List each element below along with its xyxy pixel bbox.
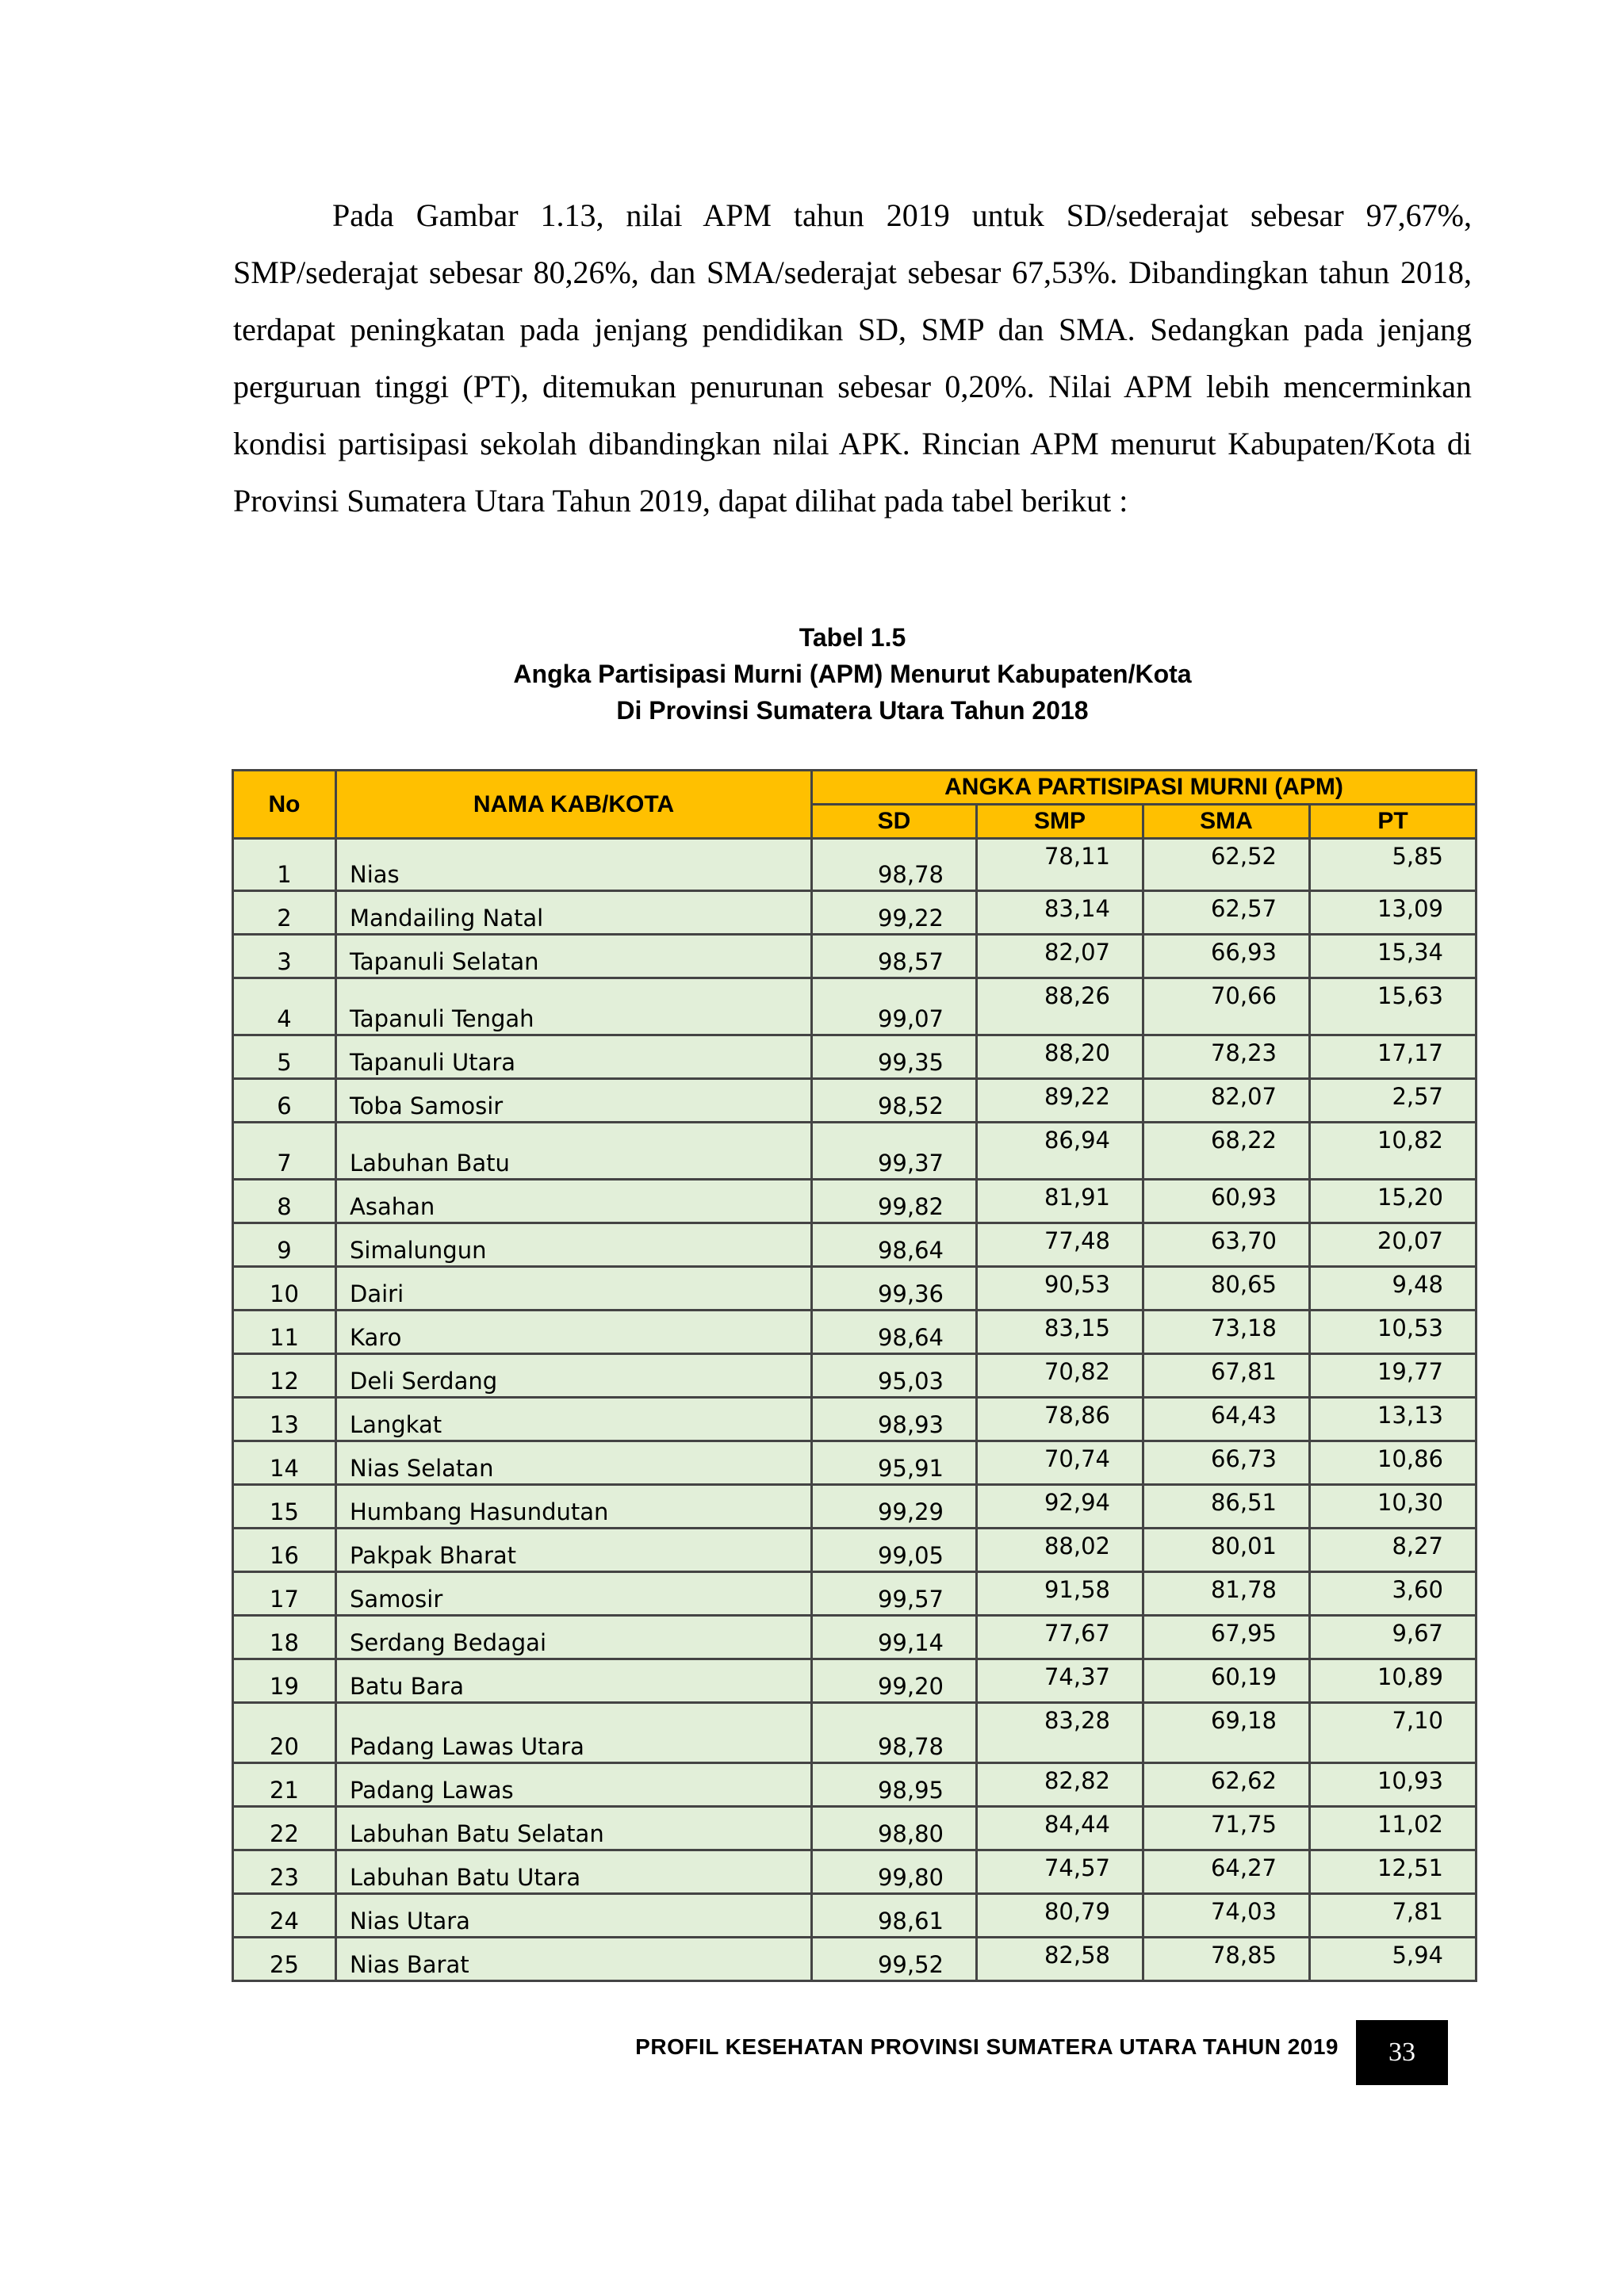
row-name: Labuhan Batu Utara: [336, 1850, 812, 1894]
row-smp: 92,94: [977, 1485, 1143, 1529]
row-smp: 78,86: [977, 1398, 1143, 1441]
row-no: 13: [233, 1398, 336, 1441]
row-name: Mandailing Natal: [336, 891, 812, 935]
row-sd: 98,61: [812, 1894, 977, 1938]
row-sd: 98,95: [812, 1763, 977, 1807]
row-sd: 99,35: [812, 1035, 977, 1079]
row-sma: 60,93: [1143, 1180, 1310, 1223]
row-no: 18: [233, 1616, 336, 1659]
row-name: Toba Samosir: [336, 1079, 812, 1123]
row-sd: 98,57: [812, 935, 977, 978]
row-smp: 74,57: [977, 1850, 1143, 1894]
row-name: Batu Bara: [336, 1659, 812, 1703]
row-name: Nias Utara: [336, 1894, 812, 1938]
row-sma: 63,70: [1143, 1223, 1310, 1267]
row-sd: 99,05: [812, 1529, 977, 1572]
row-no: 6: [233, 1079, 336, 1123]
row-sma: 86,51: [1143, 1485, 1310, 1529]
row-pt: 20,07: [1310, 1223, 1477, 1267]
row-smp: 80,79: [977, 1894, 1143, 1938]
apm-table: [232, 769, 1477, 1982]
header-name: NAMA KAB/KOTA: [336, 771, 812, 839]
row-no: 4: [233, 978, 336, 1035]
table-row: [233, 1123, 1477, 1180]
row-sd: 98,80: [812, 1807, 977, 1850]
row-pt: 10,53: [1310, 1311, 1477, 1354]
row-name: Samosir: [336, 1572, 812, 1616]
row-smp: 81,91: [977, 1180, 1143, 1223]
row-pt: 5,94: [1310, 1938, 1477, 1981]
row-pt: 7,81: [1310, 1894, 1477, 1938]
body-paragraph: Pada Gambar 1.13, nilai APM tahun 2019 untuk SD/sederajat sebesar 97,67%, SMP/sederajat sebesar 80,26%, dan SMA/sederajat sebesar 67,53%. Dibandingkan tahun 2018, terdapat peningkatan pada jenjang pendidikan SD, SMP dan SMA. Sedangkan pada jenjang perguruan tinggi (PT), ditemukan penurunan sebesar 0,20%. Nilai APM lebih mencerminkan kondisi partisipasi sekolah dibandingkan nilai APK. Rincian APM menurut Kabupaten/Kota di Provinsi Sumatera Utara Tahun 2019, dapat dilihat pada tabel berikut :: [233, 197, 1472, 519]
table-row: [233, 1311, 1477, 1354]
row-sd: 98,64: [812, 1223, 977, 1267]
row-sd: 99,52: [812, 1938, 977, 1981]
row-pt: 10,93: [1310, 1763, 1477, 1807]
row-pt: 13,13: [1310, 1398, 1477, 1441]
row-no: 1: [233, 839, 336, 891]
row-no: 7: [233, 1123, 336, 1180]
header-sd: SD: [812, 805, 977, 839]
table-row: [233, 978, 1477, 1035]
table-row: [233, 1180, 1477, 1223]
row-no: 15: [233, 1485, 336, 1529]
table-row: [233, 1529, 1477, 1572]
row-sd: 99,22: [812, 891, 977, 935]
table-row: [233, 1616, 1477, 1659]
page-number: 33: [1356, 2020, 1448, 2085]
row-sd: 99,36: [812, 1267, 977, 1311]
row-pt: 7,10: [1310, 1703, 1477, 1763]
table-row: [233, 1572, 1477, 1616]
row-name: Nias Selatan: [336, 1441, 812, 1485]
row-pt: 2,57: [1310, 1079, 1477, 1123]
table-row: [233, 1763, 1477, 1807]
table-row: [233, 1807, 1477, 1850]
row-pt: 11,02: [1310, 1807, 1477, 1850]
header-smp: SMP: [977, 805, 1143, 839]
row-sd: 98,78: [812, 1703, 977, 1763]
row-pt: 10,82: [1310, 1123, 1477, 1180]
row-smp: 83,28: [977, 1703, 1143, 1763]
row-name: Karo: [336, 1311, 812, 1354]
row-smp: 82,07: [977, 935, 1143, 978]
row-pt: 12,51: [1310, 1850, 1477, 1894]
row-sma: 62,52: [1143, 839, 1310, 891]
table-row: [233, 1398, 1477, 1441]
row-sd: 98,52: [812, 1079, 977, 1123]
row-smp: 91,58: [977, 1572, 1143, 1616]
row-smp: 90,53: [977, 1267, 1143, 1311]
row-no: 20: [233, 1703, 336, 1763]
row-no: 25: [233, 1938, 336, 1981]
row-smp: 84,44: [977, 1807, 1143, 1850]
row-no: 5: [233, 1035, 336, 1079]
table-row: [233, 1441, 1477, 1485]
row-name: Humbang Hasundutan: [336, 1485, 812, 1529]
row-name: Nias Barat: [336, 1938, 812, 1981]
row-pt: 15,20: [1310, 1180, 1477, 1223]
row-pt: 9,67: [1310, 1616, 1477, 1659]
row-no: 23: [233, 1850, 336, 1894]
row-pt: 17,17: [1310, 1035, 1477, 1079]
row-pt: 15,63: [1310, 978, 1477, 1035]
row-sma: 68,22: [1143, 1123, 1310, 1180]
row-no: 21: [233, 1763, 336, 1807]
row-name: Simalungun: [336, 1223, 812, 1267]
row-no: 19: [233, 1659, 336, 1703]
row-no: 24: [233, 1894, 336, 1938]
row-pt: 3,60: [1310, 1572, 1477, 1616]
table-row: [233, 935, 1477, 978]
table-row: [233, 1850, 1477, 1894]
row-sd: 99,37: [812, 1123, 977, 1180]
row-smp: 88,26: [977, 978, 1143, 1035]
table-row: [233, 1223, 1477, 1267]
row-sd: 99,20: [812, 1659, 977, 1703]
row-sma: 67,95: [1143, 1616, 1310, 1659]
row-sma: 70,66: [1143, 978, 1310, 1035]
row-smp: 83,15: [977, 1311, 1143, 1354]
row-no: 22: [233, 1807, 336, 1850]
row-sd: 98,78: [812, 839, 977, 891]
row-sd: 99,80: [812, 1850, 977, 1894]
row-name: Deli Serdang: [336, 1354, 812, 1398]
row-name: Asahan: [336, 1180, 812, 1223]
row-sma: 78,85: [1143, 1938, 1310, 1981]
table-row: [233, 1079, 1477, 1123]
row-no: 17: [233, 1572, 336, 1616]
row-sma: 67,81: [1143, 1354, 1310, 1398]
row-name: Tapanuli Tengah: [336, 978, 812, 1035]
row-sma: 82,07: [1143, 1079, 1310, 1123]
row-smp: 82,82: [977, 1763, 1143, 1807]
table-title-line1: Angka Partisipasi Murni (APM) Menurut Kabupaten/Kota: [513, 660, 1192, 688]
table-row: [233, 1659, 1477, 1703]
row-sd: 99,57: [812, 1572, 977, 1616]
row-sma: 81,78: [1143, 1572, 1310, 1616]
row-pt: 5,85: [1310, 839, 1477, 891]
row-pt: 19,77: [1310, 1354, 1477, 1398]
row-smp: 88,02: [977, 1529, 1143, 1572]
table-row: [233, 1485, 1477, 1529]
row-sma: 74,03: [1143, 1894, 1310, 1938]
row-no: 10: [233, 1267, 336, 1311]
row-pt: 9,48: [1310, 1267, 1477, 1311]
row-name: Dairi: [336, 1267, 812, 1311]
row-sd: 98,64: [812, 1311, 977, 1354]
row-smp: 77,48: [977, 1223, 1143, 1267]
row-sma: 78,23: [1143, 1035, 1310, 1079]
row-sma: 66,93: [1143, 935, 1310, 978]
header-sma: SMA: [1143, 805, 1310, 839]
row-name: Labuhan Batu Selatan: [336, 1807, 812, 1850]
row-sd: 95,91: [812, 1441, 977, 1485]
row-sd: 99,29: [812, 1485, 977, 1529]
row-pt: 10,86: [1310, 1441, 1477, 1485]
row-sma: 64,43: [1143, 1398, 1310, 1441]
footer-title: PROFIL KESEHATAN PROVINSI SUMATERA UTARA TAHUN 2019: [635, 2034, 1339, 2059]
row-no: 2: [233, 891, 336, 935]
header-apm-group: ANGKA PARTISIPASI MURNI (APM): [812, 771, 1477, 805]
table-row: [233, 1267, 1477, 1311]
row-smp: 86,94: [977, 1123, 1143, 1180]
row-sd: 99,07: [812, 978, 977, 1035]
table-row: [233, 1035, 1477, 1079]
row-smp: 70,74: [977, 1441, 1143, 1485]
row-smp: 89,22: [977, 1079, 1143, 1123]
row-sma: 71,75: [1143, 1807, 1310, 1850]
row-name: Padang Lawas: [336, 1763, 812, 1807]
row-sd: 99,82: [812, 1180, 977, 1223]
row-no: 12: [233, 1354, 336, 1398]
row-smp: 82,58: [977, 1938, 1143, 1981]
row-no: 3: [233, 935, 336, 978]
row-sma: 64,27: [1143, 1850, 1310, 1894]
row-sd: 99,14: [812, 1616, 977, 1659]
row-sma: 60,19: [1143, 1659, 1310, 1703]
row-sd: 98,93: [812, 1398, 977, 1441]
row-sma: 69,18: [1143, 1703, 1310, 1763]
row-sma: 73,18: [1143, 1311, 1310, 1354]
table-row: [233, 1938, 1477, 1981]
row-smp: 83,14: [977, 891, 1143, 935]
row-name: Serdang Bedagai: [336, 1616, 812, 1659]
row-pt: 13,09: [1310, 891, 1477, 935]
row-smp: 70,82: [977, 1354, 1143, 1398]
header-no: No: [233, 771, 336, 839]
table-row: [233, 839, 1477, 891]
row-sma: 80,01: [1143, 1529, 1310, 1572]
row-name: Tapanuli Selatan: [336, 935, 812, 978]
table-row: [233, 1703, 1477, 1763]
row-name: Labuhan Batu: [336, 1123, 812, 1180]
table-row: [233, 1354, 1477, 1398]
row-pt: 10,30: [1310, 1485, 1477, 1529]
row-pt: 10,89: [1310, 1659, 1477, 1703]
row-sma: 66,73: [1143, 1441, 1310, 1485]
table-title-line2: Di Provinsi Sumatera Utara Tahun 2018: [616, 696, 1089, 725]
row-name: Langkat: [336, 1398, 812, 1441]
row-no: 11: [233, 1311, 336, 1354]
row-smp: 88,20: [977, 1035, 1143, 1079]
row-no: 9: [233, 1223, 336, 1267]
row-name: Padang Lawas Utara: [336, 1703, 812, 1763]
row-smp: 78,11: [977, 839, 1143, 891]
row-pt: 8,27: [1310, 1529, 1477, 1572]
header-pt: PT: [1310, 805, 1477, 839]
row-name: Pakpak Bharat: [336, 1529, 812, 1572]
row-name: Nias: [336, 839, 812, 891]
table-row: [233, 1894, 1477, 1938]
row-no: 16: [233, 1529, 336, 1572]
row-no: 14: [233, 1441, 336, 1485]
row-sma: 62,57: [1143, 891, 1310, 935]
table-body: [233, 839, 1477, 1981]
table-row: [233, 891, 1477, 935]
row-name: Tapanuli Utara: [336, 1035, 812, 1079]
row-no: 8: [233, 1180, 336, 1223]
row-smp: 74,37: [977, 1659, 1143, 1703]
row-smp: 77,67: [977, 1616, 1143, 1659]
row-sma: 62,62: [1143, 1763, 1310, 1807]
table-number: Tabel 1.5: [799, 623, 906, 652]
row-pt: 15,34: [1310, 935, 1477, 978]
row-sd: 95,03: [812, 1354, 977, 1398]
row-sma: 80,65: [1143, 1267, 1310, 1311]
